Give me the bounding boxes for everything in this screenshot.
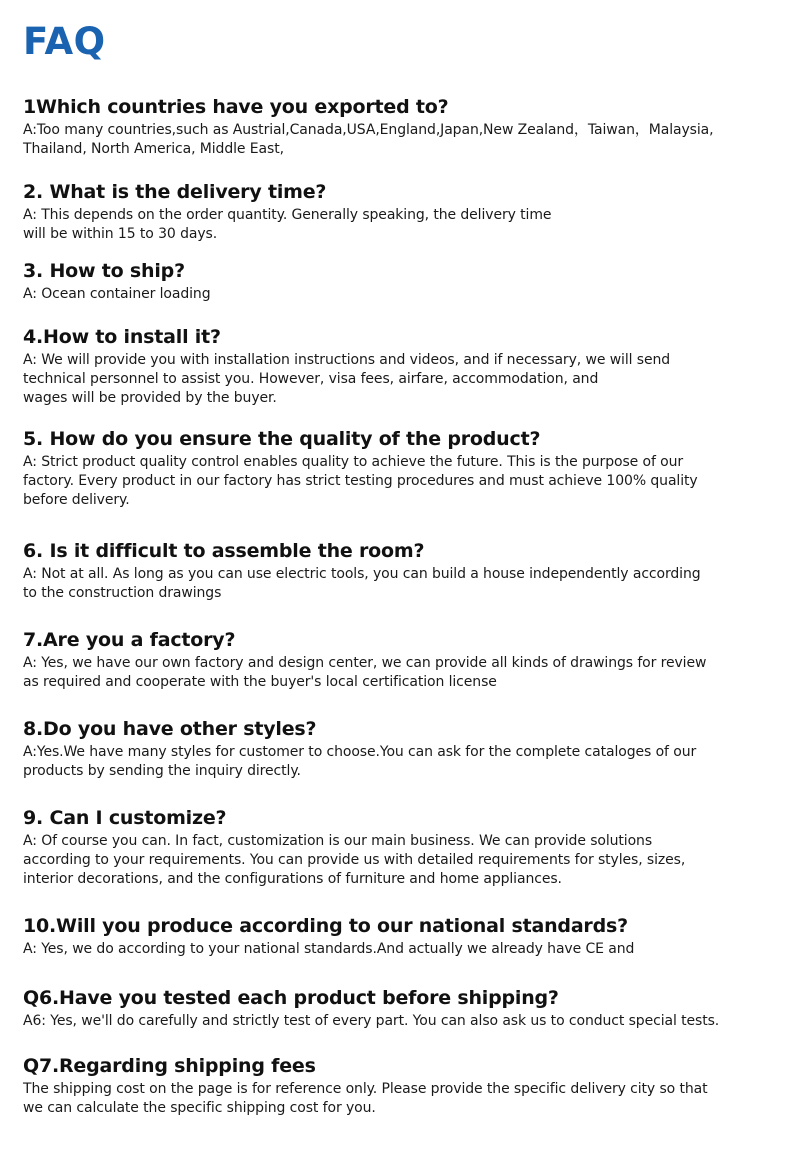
- faq-answer: [23, 938, 783, 959]
- answer-line: to the construction drawings: [23, 585, 222, 601]
- faq-question: Q7.Regarding shipping fees: [23, 1055, 316, 1077]
- answer-line: A: Not at all. As long as you can use electric tools, you can build a house independently according: [23, 566, 701, 582]
- answer-line: wages will be provided by the buyer.: [23, 390, 277, 406]
- faq-answer: [23, 563, 783, 603]
- faq-question: 8.Do you have other styles?: [23, 718, 317, 740]
- faq-answer: [23, 1078, 783, 1118]
- page-title: FAQ: [23, 20, 106, 63]
- answer-line: as required and cooperate with the buyer's local certification license: [23, 674, 497, 690]
- answer-line: A: Strict product quality control enables quality to achieve the future. This is the purpose of our: [23, 454, 684, 470]
- faq-item-2: [23, 180, 783, 244]
- faq-question: Q6.Have you tested each product before shipping?: [23, 987, 559, 1009]
- answer-line: A: Of course you can. In fact, customization is our main business. We can provide solutions: [23, 833, 653, 849]
- faq-question: 7.Are you a factory?: [23, 629, 236, 651]
- faq-item-3: [23, 259, 783, 304]
- faq-item-1: [23, 95, 783, 159]
- faq-item-7: [23, 628, 783, 692]
- faq-question: 2. What is the delivery time?: [23, 181, 327, 203]
- faq-answer: [23, 1010, 783, 1031]
- faq-item-5: [23, 427, 783, 510]
- faq-item-6: [23, 539, 783, 603]
- faq-answer: [23, 741, 783, 781]
- faq-answer: [23, 283, 783, 304]
- faq-question: 5. How do you ensure the quality of the product?: [23, 428, 541, 450]
- answer-line: will be within 15 to 30 days.: [23, 226, 218, 242]
- faq-item-9: [23, 806, 783, 889]
- answer-line: factory. Every product in our factory has strict testing procedures and must achieve 100% quality: [23, 473, 698, 489]
- answer-line: technical personnel to assist you. However, visa fees, airfare, accommodation, and: [23, 371, 599, 387]
- faq-item-8: [23, 717, 783, 781]
- faq-answer: [23, 119, 783, 159]
- answer-line: The shipping cost on the page is for reference only. Please provide the specific delivery city so that: [23, 1081, 708, 1097]
- answer-line: A: Yes, we do according to your national standards.And actually we already have CE and: [23, 941, 635, 957]
- answer-line: before delivery.: [23, 492, 130, 508]
- answer-line: interior decorations, and the configurations of furniture and home appliances.: [23, 871, 562, 887]
- faq-question: 9. Can I customize?: [23, 807, 227, 829]
- faq-answer: [23, 830, 783, 889]
- faq-answer: [23, 451, 783, 510]
- faq-question: 3. How to ship?: [23, 260, 185, 282]
- answer-line: A: We will provide you with installation instructions and videos, and if necessary, we will send: [23, 352, 671, 368]
- answer-line: according to your requirements. You can provide us with detailed requirements for styles, sizes,: [23, 852, 686, 868]
- faq-question: 6. Is it difficult to assemble the room?: [23, 540, 425, 562]
- answer-line: Thailand, North America, Middle East,: [23, 141, 284, 157]
- answer-line: A: Ocean container loading: [23, 286, 211, 302]
- faq-item-10: [23, 914, 783, 959]
- answer-line: products by sending the inquiry directly.: [23, 763, 301, 779]
- faq-question: 4.How to install it?: [23, 326, 221, 348]
- faq-item-4: [23, 325, 783, 408]
- faq-answer: [23, 349, 783, 408]
- faq-item-12: [23, 1054, 783, 1118]
- answer-line: we can calculate the specific shipping cost for you.: [23, 1100, 376, 1116]
- faq-item-11: [23, 986, 783, 1031]
- faq-answer: [23, 204, 783, 244]
- answer-line: A:Too many countries,such as Austrial,Canada,USA,England,Japan,New Zealand，Taiwan，Malaysia,: [23, 122, 714, 138]
- answer-line: A:Yes.We have many styles for customer to choose.You can ask for the complete cataloges of our: [23, 744, 697, 760]
- answer-line: A: Yes, we have our own factory and design center, we can provide all kinds of drawings for review: [23, 655, 707, 671]
- faq-question: 10.Will you produce according to our national standards?: [23, 915, 628, 937]
- faq-question: 1Which countries have you exported to?: [23, 96, 449, 118]
- answer-line: A: This depends on the order quantity. Generally speaking, the delivery time: [23, 207, 552, 223]
- faq-answer: [23, 652, 783, 692]
- answer-line: A6: Yes, we'll do carefully and strictly test of every part. You can also ask us to conduct special tests.: [23, 1013, 720, 1029]
